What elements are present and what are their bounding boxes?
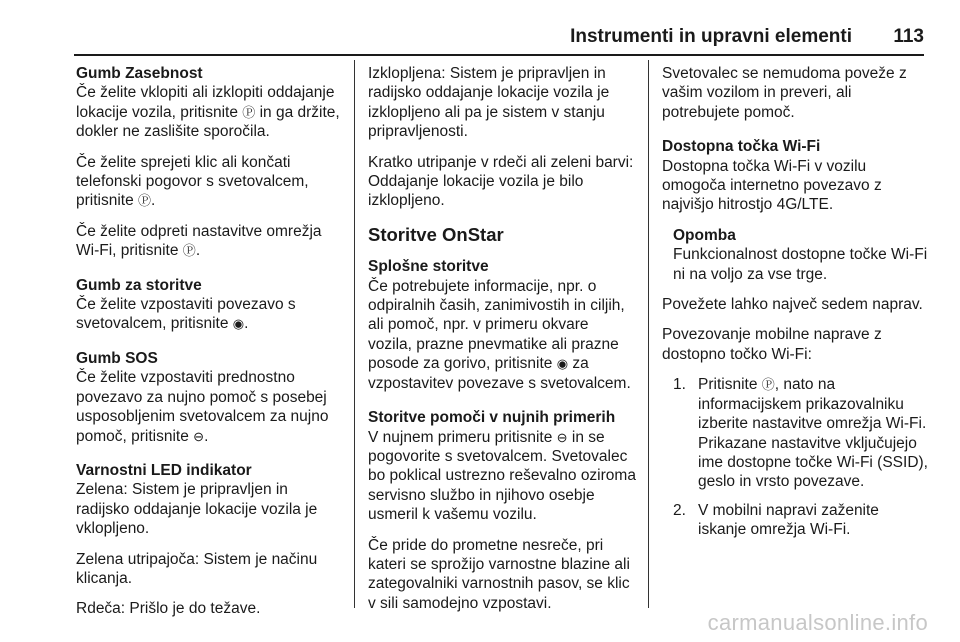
paragraph: Svetovalec se nemudoma poveže z vašim vozilom in preveri, ali potrebujete pomoč. [662,65,907,121]
step-number: 1. [673,376,686,394]
heading-service-button: Gumb za storitve [76,276,202,294]
list-item: 2. V mobilni napravi zaženite iskanje omrežja Wi-Fi. [673,501,879,539]
list-item: 1. Pritisnite Ⓟ, nato na informacijskem prikazovalniku izberite nastavitve omrežja Wi-Fi. Prikazane nastavitve vključujejo ime dostopne točke Wi-Fi (SSID), geslo in vrsto povezave. [673,376,928,491]
note-box [662,226,930,284]
privacy-button-icon: Ⓟ [138,193,152,209]
privacy-button-icon: Ⓟ [182,243,196,259]
column-2 [368,64,636,624]
paragraph: Povezovanje mobilne naprave z dostopno točko Wi-Fi: [662,326,882,363]
paragraph: Če želite vzpostaviti povezavo s svetovalcem, pritisnite ◉. [76,296,296,333]
privacy-button-icon: Ⓟ [242,104,256,120]
paragraph: Če želite vzpostaviti prednostno povezavo za nujno pomoč s posebej usposobljenim svetovalcem za nujno pomoč, pritisnite ⊖. [76,369,329,445]
watermark: carmanualsonline.info [707,610,928,635]
paragraph: Če potrebujete informacije, npr. o odpiralnih časih, zanimivostih in ciljih, ali pomoč, npr. v primeru okvare vozila, prazne pnevmatike ali prazne posode za gorivo, pritisnite ◉ za vzpostavitev povezave s svetovalcem. [368,277,631,392]
column-3 [662,64,930,549]
paragraph: Če želite odpreti nastavitve omrežja Wi-Fi, pritisnite Ⓟ. [76,222,322,260]
note-text: Funkcionalnost dostopne točke Wi-Fi ni na voljo za vse trge. [673,246,928,283]
paragraph: Zelena: Sistem je pripravljen in radijsko oddajanje lokacije vozila je vklopljeno. [76,481,318,538]
paragraph: V nujnem primeru pritisnite ⊖ in se pogovorite s svetovalcem. Svetovalec bo poklical ustrezno reševalno oziroma servisno službo in njihovo osebje usmeril k vašemu vozilu. [368,428,636,524]
heading-emergency-services: Storitve pomoči v nujnih primerih [368,409,616,427]
section-title: Storitve OnStar [368,223,504,245]
sos-button-icon: ⊖ [193,428,205,444]
service-button-icon: ◉ [556,356,569,372]
heading-sos-button: Gumb SOS [76,349,158,367]
heading-privacy-button: Gumb Zasebnost [76,65,203,82]
header-rule [74,54,924,56]
paragraph: Dostopna točka Wi-Fi v vozilu omogoča internetno povezavo z najvišjo hitrostjo 4G/LTE. [662,157,882,214]
heading-wifi-hotspot: Dostopna točka Wi-Fi [662,138,821,156]
paragraph: Če pride do prometne nesreče, pri kateri se sprožijo varnostne blazine ali zategovalniki varnostnih pasov, se klic v sili samodejno vzpostavi. [368,536,630,612]
page-header [0,0,960,56]
steps-list [662,375,930,539]
page-number: 113 [893,26,924,47]
paragraph: Kratko utripanje v rdeči ali zeleni barvi: Oddajanje lokacije vozila je bilo izklopljeno. [368,153,634,210]
service-button-icon: ◉ [232,316,245,332]
paragraph: Če želite sprejeti klic ali končati telefonski pogovor s svetovalcem, pritisnite Ⓟ. [76,153,309,210]
column-divider [648,60,649,608]
step-number: 2. [673,501,686,519]
column-divider [354,60,355,608]
privacy-button-icon: Ⓟ [761,377,775,393]
paragraph: Povežete lahko največ sedem naprav. [662,296,923,314]
heading-led-indicator: Varnostni LED indikator [76,461,252,479]
sos-button-icon: ⊖ [556,429,568,445]
paragraph: Zelena utripajoča: Sistem je načinu klicanja. [76,550,318,587]
column-1 [76,64,344,630]
paragraph: Če želite vklopiti ali izklopiti oddajanje lokacije vozila, pritisnite Ⓟ in ga držite, dokler ne zaslišite sporočila. [76,84,340,141]
paragraph: Rdeča: Prišlo je do težave. [76,600,261,618]
heading-general-services: Splošne storitve [368,258,489,276]
note-heading: Opomba [673,226,736,244]
paragraph: Izklopljena: Sistem je pripravljen in radijsko oddajanje lokacije vozila je izklopljeno ali pa je sistem v stanju pripravljenosti. [368,65,610,141]
page-title: Instrumenti in upravni elementi [570,26,852,47]
